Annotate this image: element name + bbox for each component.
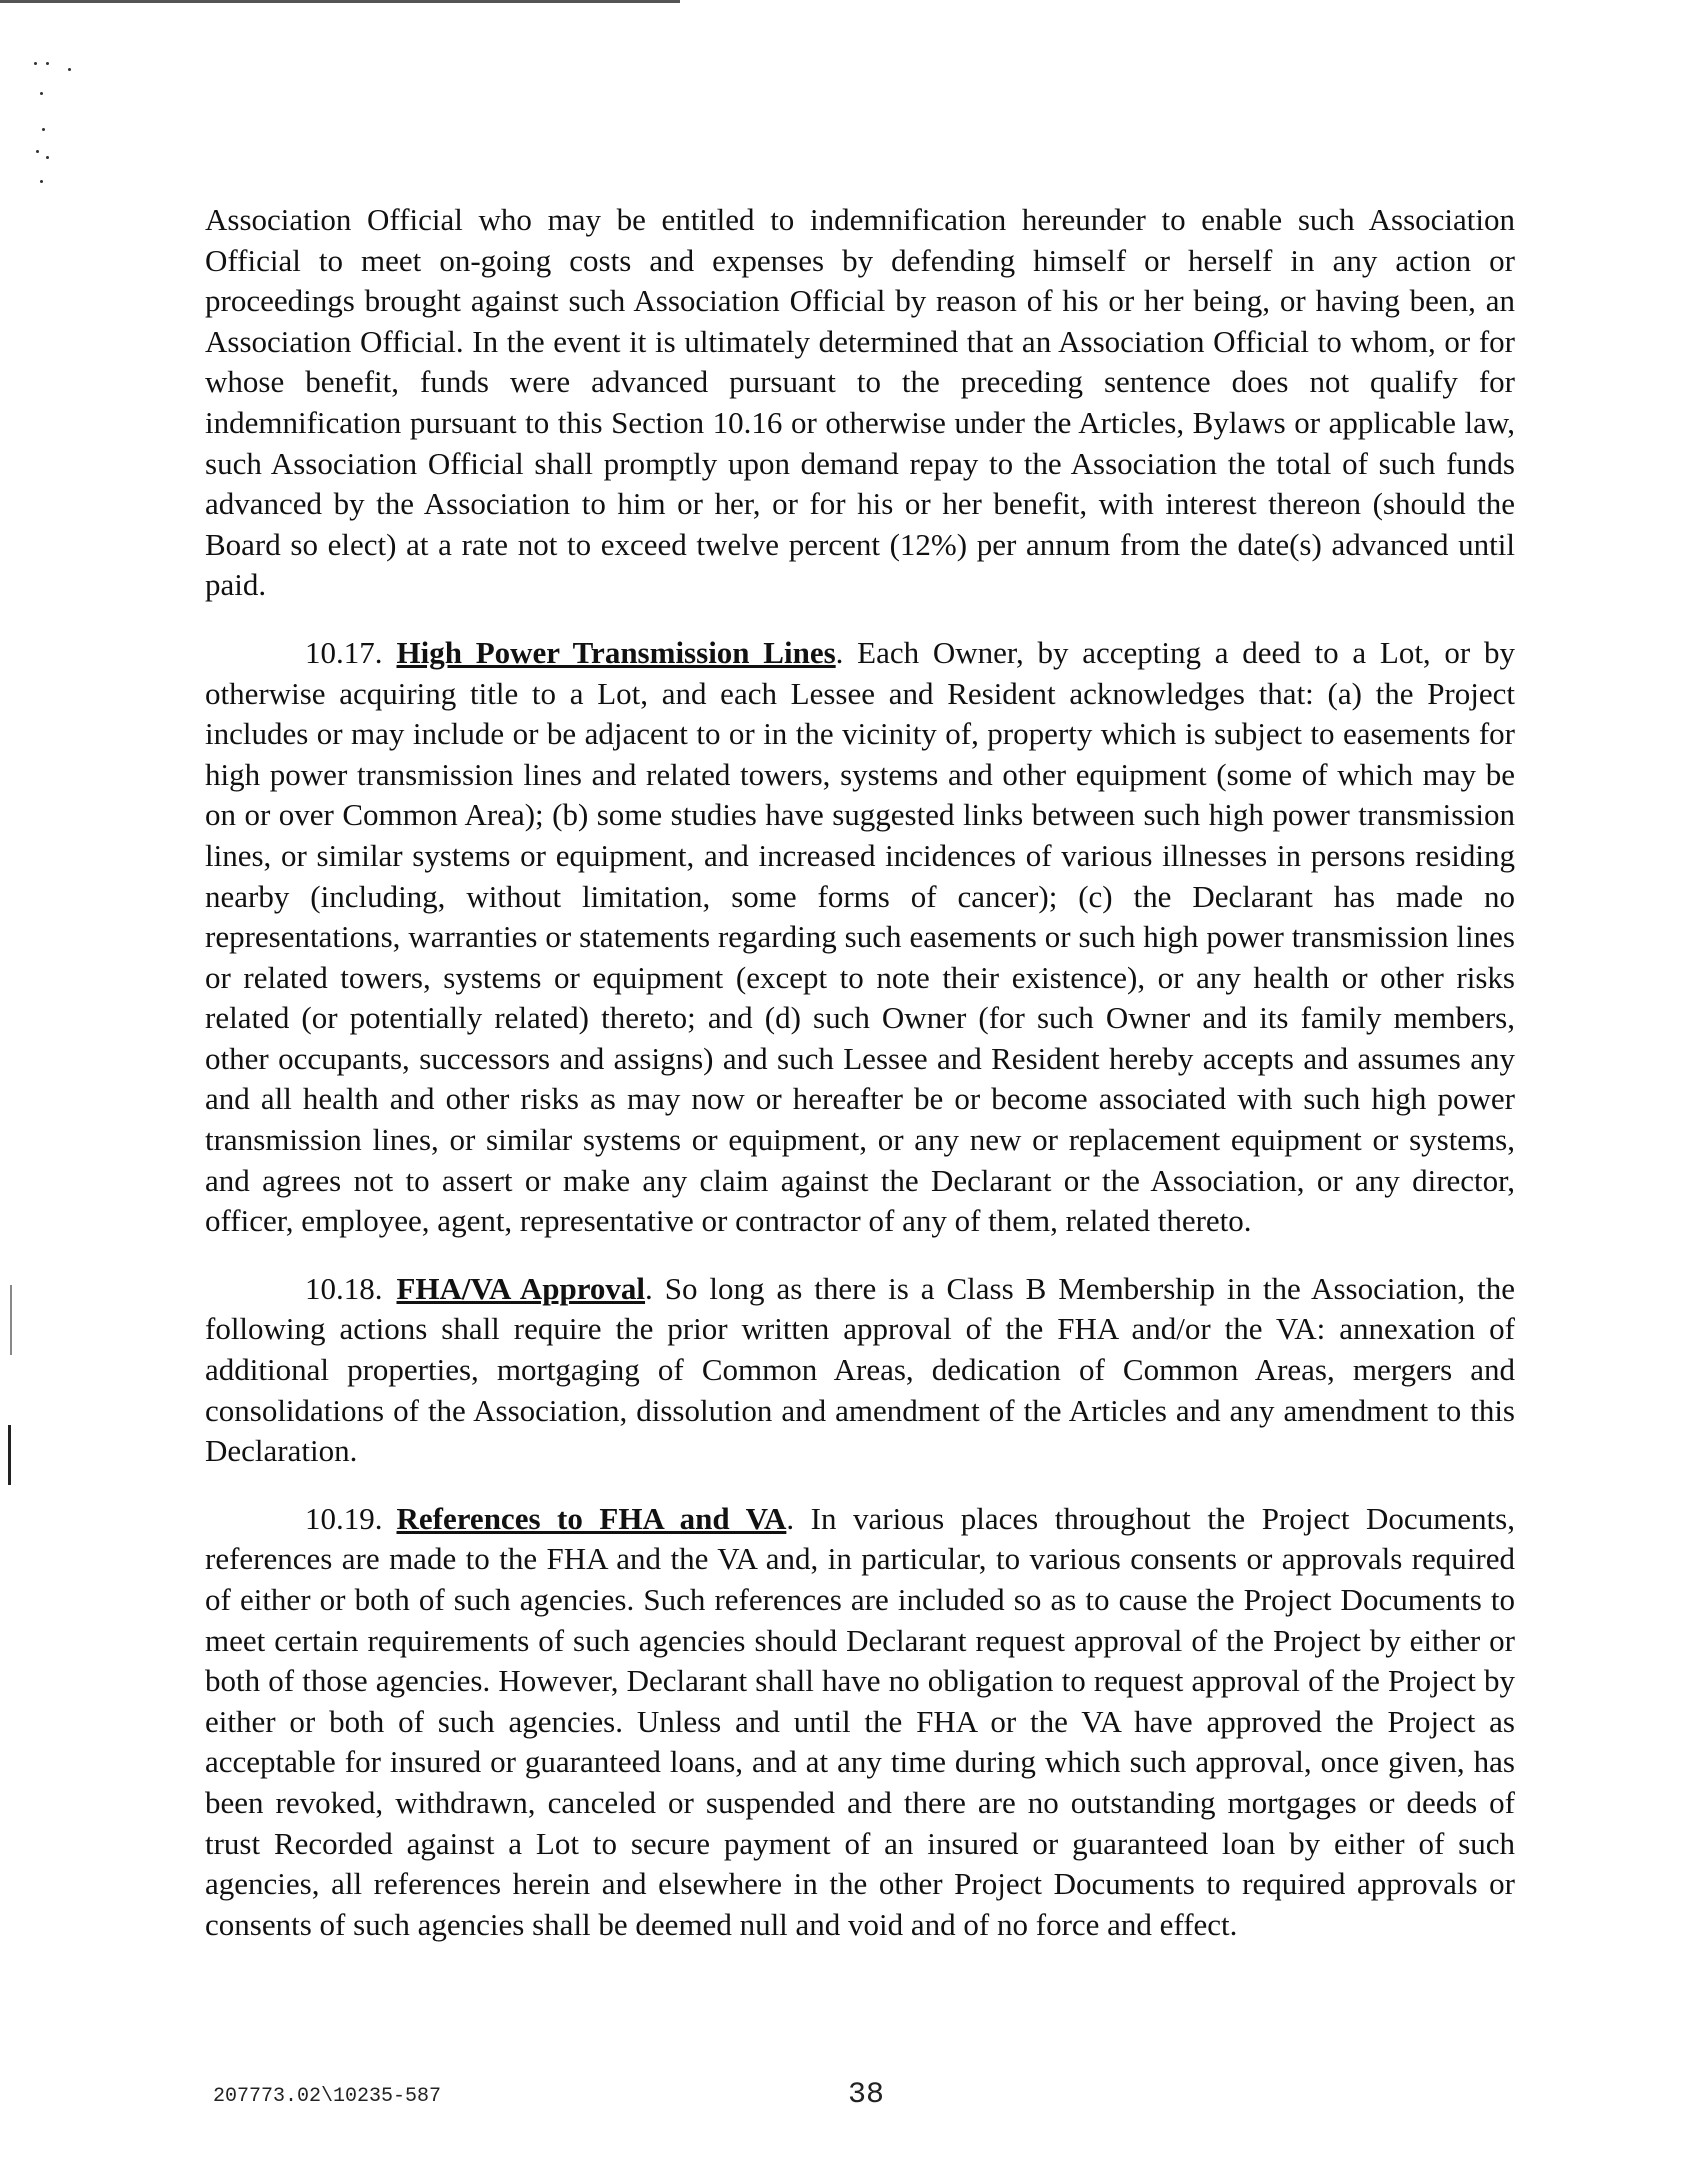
page-number: 38	[848, 2078, 885, 2112]
section-heading: FHA/VA Approval	[396, 1270, 646, 1306]
section-10-18	[205, 1269, 1515, 1472]
section-number: 10.19.	[305, 1500, 383, 1536]
scan-artifact	[34, 62, 37, 65]
section-10-17	[205, 633, 1515, 1242]
scan-artifact	[46, 62, 49, 65]
section-text: In various places throughout the Project Documents, references are made to the FHA and the VA and, in particular, to various consents or approvals required of either or both of such agencies. Such references are included so as to cause the Project Documents to meet certain requirements of such agencies should Declarant request approval of the Project by either or both of those agencies. However, Declarant shall have no obligation to request approval of the Project by either or both of such agencies. Unless and until the FHA or the VA have approved the Project as acceptable for insured or guaranteed loans, and at any time during which such approval, once given, has been revoked, withdrawn, canceled or suspended and there are no outstanding mortgages or deeds of trust Recorded against a Lot to secure payment of an insured or guaranteed loan by either of such agencies, all references herein and elsewhere in the other Project Documents to required approvals or consents of such agencies shall be deemed null and void and of no force and effect.	[205, 1500, 1515, 1942]
heading-punctuation: .	[835, 634, 844, 670]
scan-artifact	[68, 68, 71, 71]
section-text: So long as there is a Class B Membership in the Association, the following actions shall require the prior written approval of the FHA and/or the VA: annexation of additional properties, mortgaging of Common Areas, dedication of Common Areas, mergers and consolidations of the Association, dissolution and amendment of the Articles and any amendment to this Declaration.	[205, 1270, 1515, 1469]
scan-artifact	[40, 92, 43, 95]
scan-artifact	[42, 128, 45, 131]
scan-artifact	[36, 150, 39, 153]
footer-document-id: 207773.02\10235-587	[213, 2085, 442, 2108]
scan-top-rule	[0, 0, 680, 3]
scan-artifact	[8, 1425, 11, 1485]
heading-punctuation: .	[645, 1270, 653, 1306]
paragraph-continuation	[205, 200, 1515, 606]
section-number: 10.18.	[305, 1270, 383, 1306]
scan-artifact	[46, 156, 49, 159]
section-heading: References to FHA and VA	[396, 1500, 787, 1536]
section-number: 10.17.	[305, 634, 383, 670]
scan-artifact	[40, 180, 43, 183]
paragraph-text: Association Official who may be entitled to indemnification hereunder to enable such Association Official to meet on-going costs and expenses by defending himself or herself in any action or proceedings brought against such Association Official by reason of his or her being, or having been, an Association Official. In the event it is ultimately determined that an Association Official to whom, or for whose benefit, funds were advanced pursuant to the preceding sentence does not qualify for indemnification pursuant to this Section 10.16 or otherwise under the Articles, Bylaws or applicable law, such Association Official shall promptly upon demand repay to the Association the total of such funds advanced by the Association to him or her, or for his or her benefit, with interest thereon (should the Board so elect) at a rate not to exceed twelve percent (12%) per annum from the date(s) advanced until paid.	[205, 202, 1515, 603]
document-body	[205, 200, 1515, 1972]
scan-artifact	[10, 1285, 12, 1355]
heading-punctuation: .	[786, 1500, 795, 1536]
section-10-19	[205, 1499, 1515, 1946]
section-text: Each Owner, by accepting a deed to a Lot, or by otherwise acquiring title to a Lot, and each Lessee and Resident acknowledges that: (a) the Project includes or may include or be adjacent to or in the vicinity of, property which is subject to easements for high power transmission lines and related towers, systems and other equipment (some of which may be on or over Common Area); (b) some studies have suggested links between such high power transmission lines, or similar systems or equipment, and increased incidences of various illnesses in persons residing nearby (including, without limitation, some forms of cancer); (c) the Declarant has made no representations, warranties or statements regarding such easements or such high power transmission lines or related towers, systems or equipment (except to note their existence), or any health or other risks related (or potentially related) thereto; and (d) such Owner (for such Owner and its family members, other occupants, successors and assigns) and such Lessee and Resident hereby accepts and assumes any and all health and other risks as may now or hereafter be or become associated with such high power transmission lines, or similar systems or equipment, or any new or replacement equipment or systems, and agrees not to assert or make any claim against the Declarant or the Association, or any director, officer, employee, agent, representative or contractor of any of them, related thereto.	[205, 634, 1515, 1239]
section-heading: High Power Transmission Lines	[396, 634, 836, 670]
